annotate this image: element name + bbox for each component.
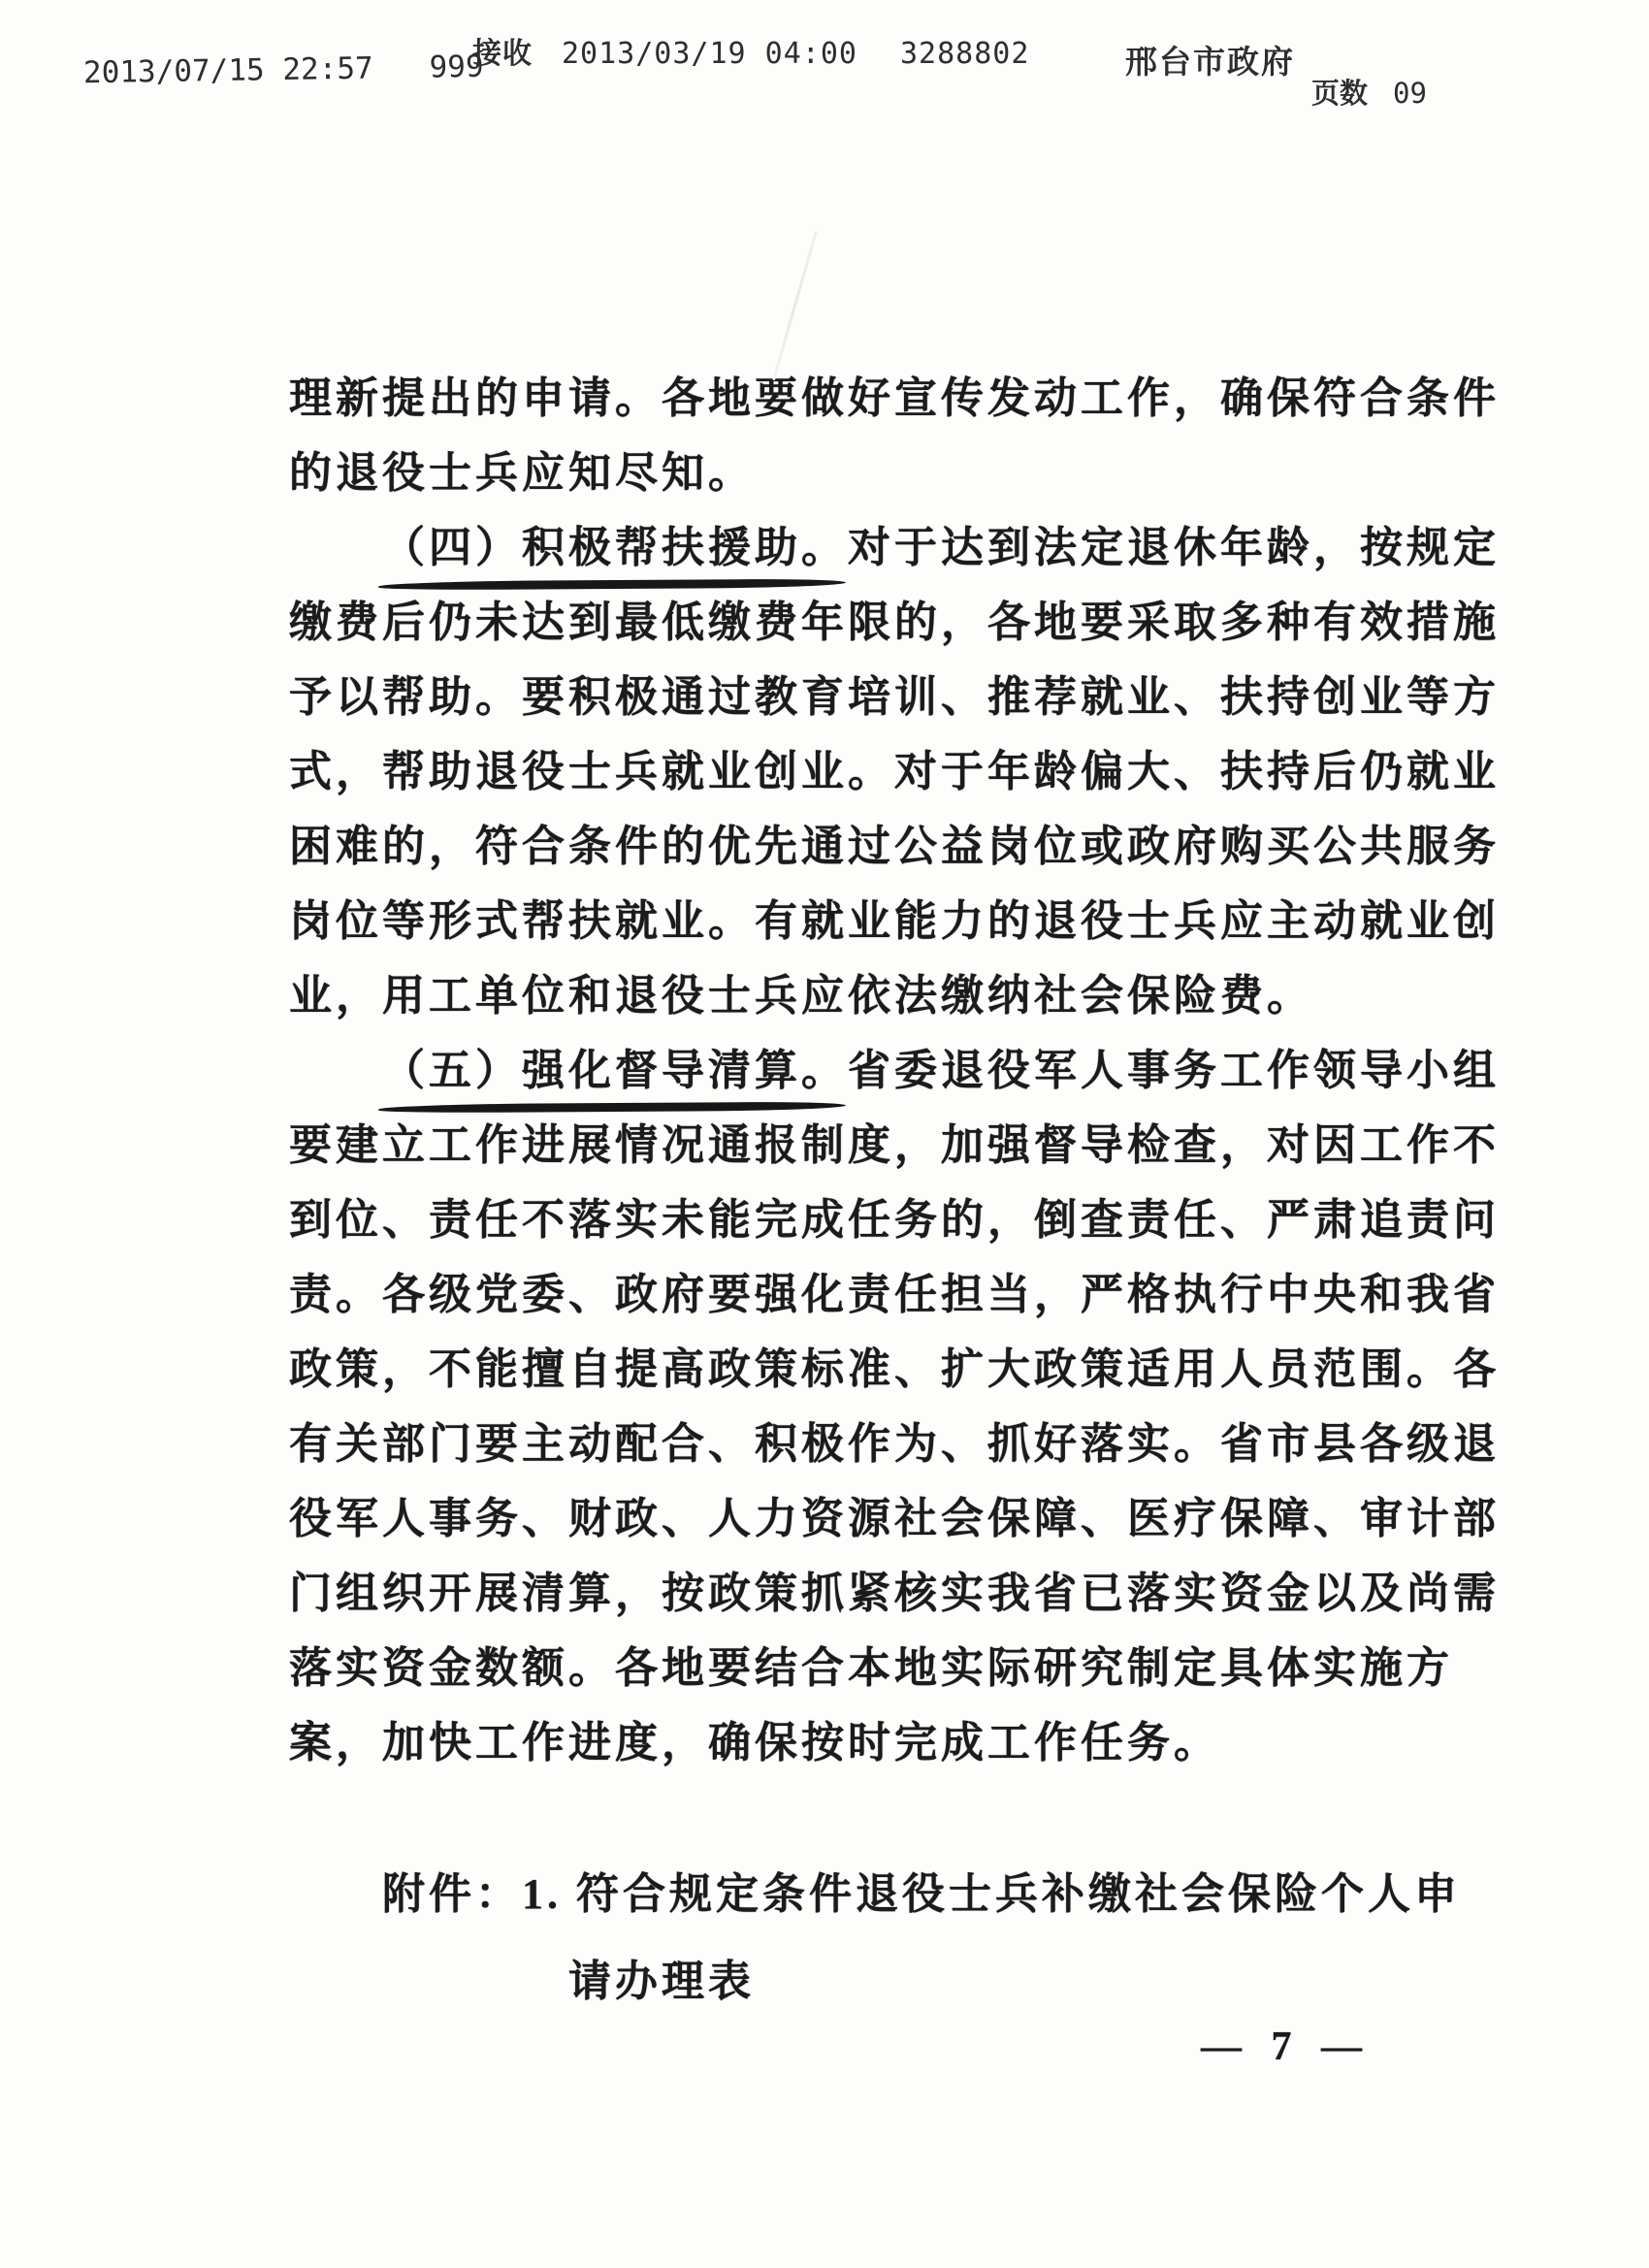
line-text: 有关部门要主动配合、积极作为、抓好落实。省市县各级退	[289, 1420, 1500, 1468]
sender-name: 邢台市政府	[1125, 44, 1295, 80]
line-text: 困难的，符合条件的优先通过公益岗位或政府购买公共服务	[289, 823, 1500, 870]
document-line	[289, 734, 1500, 809]
receive-label: 接收	[472, 38, 533, 70]
document-line	[289, 1183, 1500, 1257]
paragraph-heading-line	[289, 1033, 1500, 1108]
receive-datetime: 2013/03/19 04:00	[562, 37, 857, 71]
line-text: 岗位等形式帮扶就业。有就业能力的退役士兵应主动就业创	[289, 897, 1500, 945]
line-text: 式，帮助退役士兵就业创业。对于年龄偏大、扶持后仍就业	[289, 748, 1500, 795]
line-text: 理新提出的申请。各地要做好宣传发动工作，确保符合条件	[289, 374, 1500, 422]
document-line	[289, 1631, 1453, 1705]
attachment-block	[289, 1851, 1461, 2025]
page-number: — 7 —	[1201, 2025, 1372, 2069]
section-heading: （四）积极帮扶援助。	[382, 510, 848, 585]
document-line	[289, 1556, 1500, 1631]
document-line	[289, 361, 1500, 436]
receive-number: 3288802	[899, 37, 1030, 71]
attachment-line: 请办理表	[568, 1958, 755, 2005]
line-text: 落实资金数额。各地要结合本地实际研究制定具体实施方	[289, 1644, 1453, 1692]
document-line	[289, 1332, 1500, 1407]
document-line	[289, 1108, 1500, 1183]
line-text: 责。各级党委、政府要强化责任担当，严格执行中央和我省	[289, 1271, 1500, 1318]
fax-local-stamp	[83, 49, 484, 90]
line-text: 缴费后仍未达到最低缴费年限的，各地要采取多种有效措施	[289, 599, 1500, 646]
line-text: 役军人事务、财政、人力资源社会保障、医疗保障、审计部	[289, 1495, 1500, 1542]
line-text: 对于达到法定退休年龄，按规定	[848, 524, 1500, 571]
document-line	[289, 958, 1439, 1033]
document-line	[289, 1257, 1500, 1332]
line-text: 到位、责任不落实未能完成任务的，倒查责任、严肃追责问	[289, 1196, 1500, 1244]
document-line	[289, 436, 1439, 510]
local-datetime: 2013/07/15 22:57	[82, 50, 373, 91]
document-line	[289, 1705, 1439, 1780]
page-count	[1311, 72, 1427, 112]
section-heading: （五）强化督导清算。	[382, 1033, 848, 1108]
document-line	[289, 884, 1500, 958]
pages-value: 09	[1393, 77, 1427, 110]
document-body	[289, 361, 1500, 1780]
attachment-line: 附件：1. 符合规定条件退役士兵补缴社会保险个人申	[382, 1870, 1461, 1918]
document-line	[289, 1481, 1500, 1556]
line-text: 案，加快工作进度，确保按时完成工作任务。	[289, 1719, 1220, 1766]
document-line	[289, 660, 1500, 734]
document-line	[289, 1407, 1500, 1481]
line-text: 业，用工单位和退役士兵应依法缴纳社会保险费。	[289, 972, 1313, 1020]
pages-label: 页数	[1311, 79, 1369, 110]
line-text: 省委退役军人事务工作领导小组	[848, 1047, 1500, 1094]
station-code: 999	[429, 49, 484, 85]
document-line	[289, 809, 1500, 884]
fax-receive-stamp	[472, 29, 1029, 72]
line-text: 要建立工作进展情况通报制度，加强督导检查，对因工作不	[289, 1121, 1500, 1169]
line-text: 予以帮助。要积极通过教育培训、推荐就业、扶持创业等方	[289, 673, 1500, 721]
paragraph-heading-line	[289, 510, 1500, 585]
line-text: 的退役士兵应知尽知。	[289, 449, 755, 497]
line-text: 政策，不能擅自提高政策标准、扩大政策适用人员范围。各	[289, 1345, 1500, 1393]
line-text: 门组织开展清算，按政策抓紧核实我省已落实资金以及尚需	[289, 1570, 1500, 1617]
document-line	[289, 585, 1500, 660]
